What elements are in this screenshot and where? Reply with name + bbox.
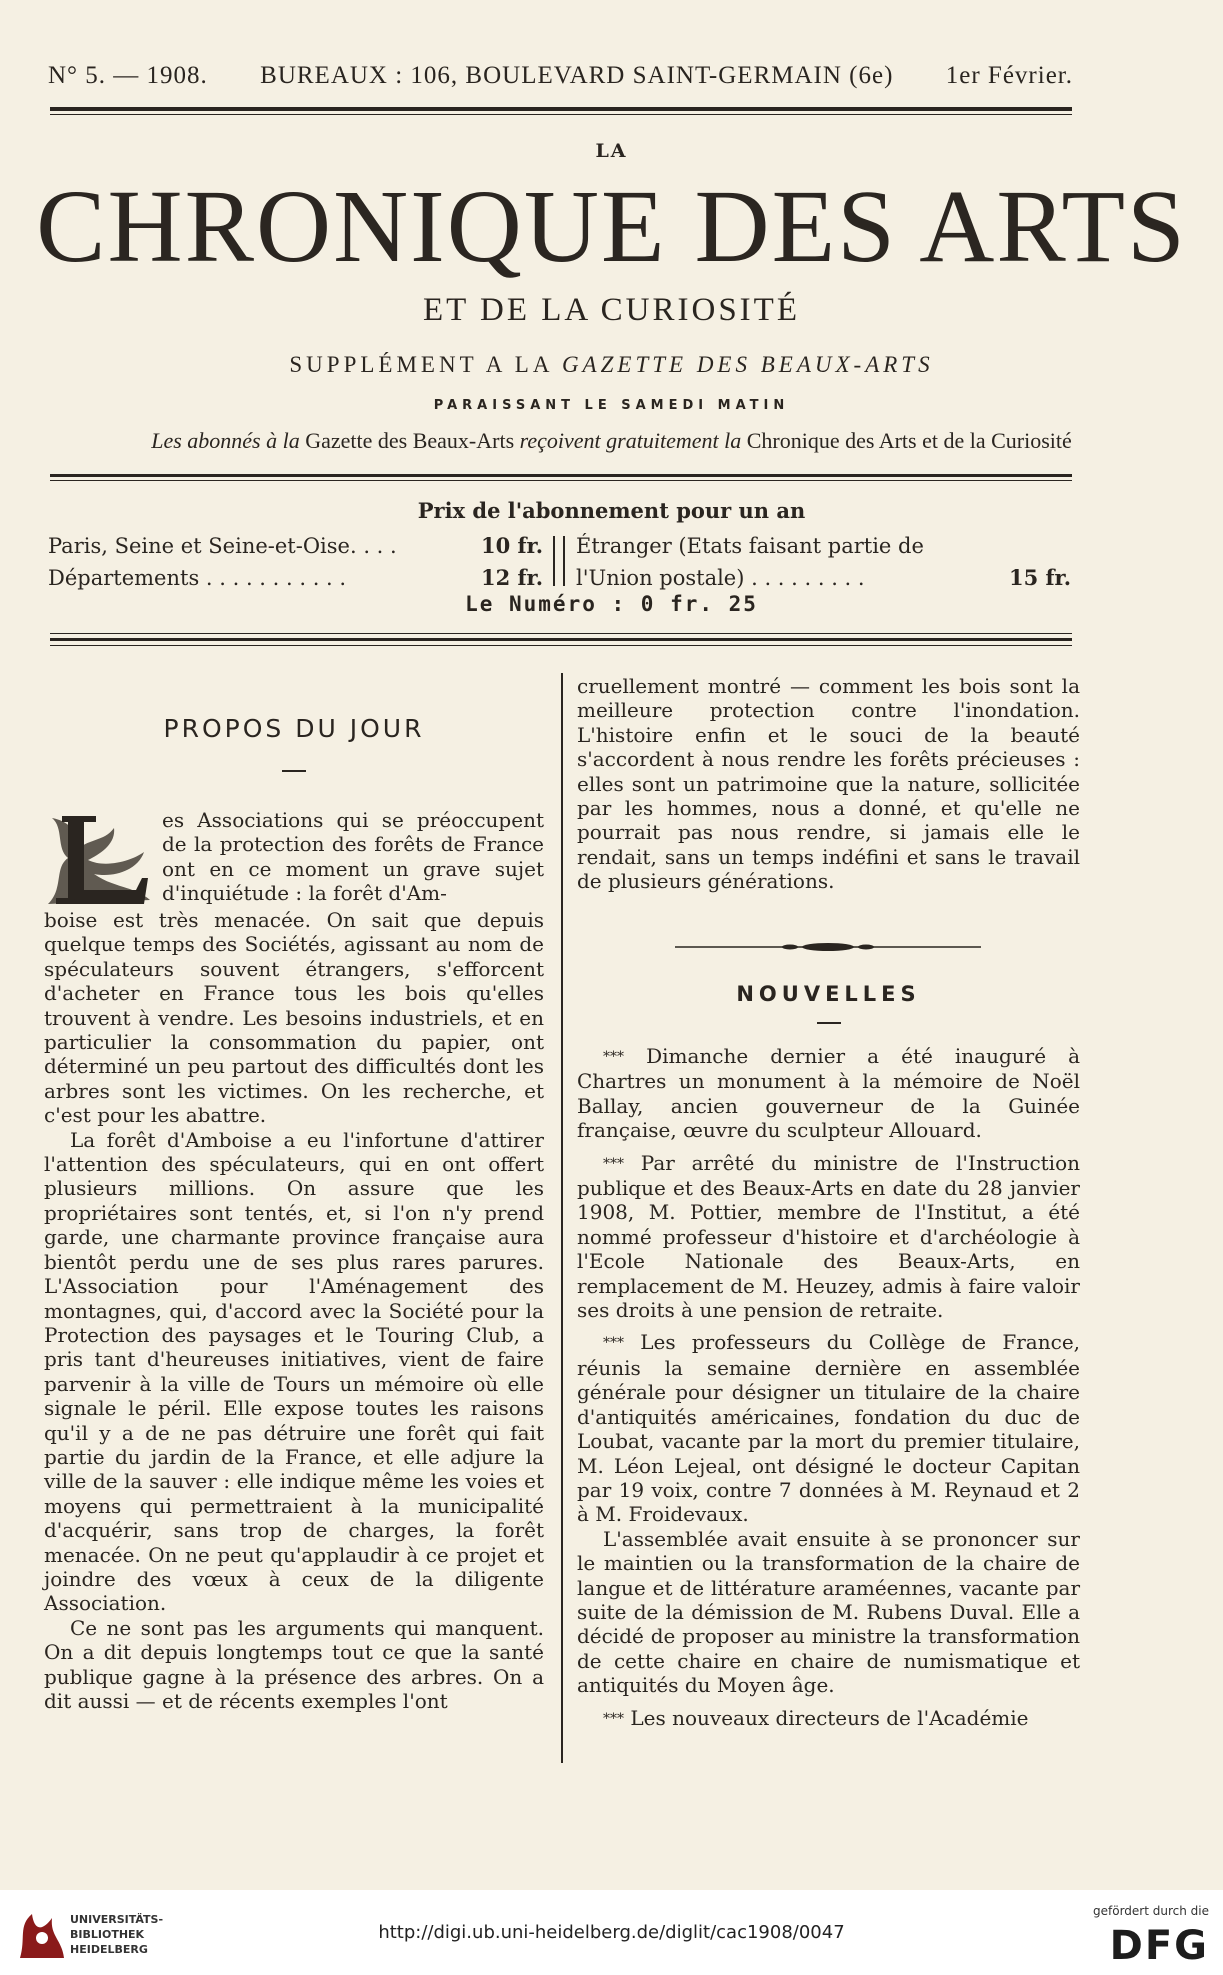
subscription-rule-top-thin xyxy=(50,480,1072,481)
nouvelle-3b: L'assemblée avait ensuite à se prononcer sur le maintien ou la transformation de la chaire de langue et de littérature araméennes, vacante par suite de la démission de M. Rubens Duval. Elle a décidé de proposer au ministre la transformation de cette chaire en chaire de numismatique et antiquités du Moyen âge. xyxy=(577,1526,1080,1698)
nouvelle-4 xyxy=(577,1706,1080,1731)
propos-intro: es Associations qui se préoccupent de la protection des forêts de France ont en ce moment un grave sujet d'inquiétude : la forêt d'Am- xyxy=(162,808,544,906)
propos-p2: La forêt d'Amboise a eu l'infortune d'attirer l'attention des spéculateurs, qui en ont offert plusieurs millions. On assure que les propriétaires sont tentés, et, si l'on n'y prend garde, une charmante province française aura bientôt perdu une de ses plus rares parures. L'Association pour l'Aménagement des montagnes, qui, d'accord avec la Société pour la Protection des paysages et le Touring Club, a pris tant d'heureuses initiatives, vient de faire parvenir à la ville de Tours un mémoire où elle signale le péril. Elle expose toutes les raisons qu'il y a de ne pas détruire une forêt qui fait partie du jardin de la France, et elle adjure la ville de la sauver : elle indique même les voies et moyens qui permettraient à la municipalité d'acquérir, sans trop de charges, la forêt menacée. On ne peut qu'applaudir à ce projet et joindre des vœux à ceux de la diligente Association. xyxy=(44,1127,544,1616)
stars-2: *** xyxy=(603,1155,624,1172)
paris-label: Paris, Seine et Seine-et-Oise. . . . xyxy=(48,534,397,558)
stars-4: *** xyxy=(603,1710,624,1727)
nouvelle-4-text: Les nouveaux directeurs de l'Académie xyxy=(630,1705,1029,1730)
header-line xyxy=(48,62,1073,90)
propos-continuation: cruellement montré — comment les bois sont la meilleure protection contre l'inondation. L'histoire enfin et le souci de la beauté s'accordent à nous rendre les forêts précieuses : elles sont un patrimoine que la nature, sollicitée par les hommes, nous a donné, et qu'elle ne pourrait pas nous rendre, si jamais elle le rendait, sans un temps indéfini et sans le travail de plusieurs générations. xyxy=(577,674,1080,894)
abonnes-part-1: Les abonnés à la xyxy=(151,428,300,453)
source-url[interactable]: http://digi.ub.uni-heidelberg.de/diglit/cac1908/0047 xyxy=(378,1922,845,1943)
price-right xyxy=(576,530,1071,594)
nouvelle-2 xyxy=(577,1151,1080,1323)
issue-number: N° 5. — 1908. xyxy=(48,62,208,89)
nouvelle-3 xyxy=(577,1330,1080,1526)
masthead-title: CHRONIQUE DES ARTS xyxy=(36,169,1187,284)
masthead-supplement xyxy=(0,352,1223,378)
body-rule-2 xyxy=(50,638,1072,641)
numero-price: Le Numéro : 0 fr. 25 xyxy=(465,592,758,616)
dfg-logo: DFG xyxy=(1109,1923,1209,1969)
propos-title: PROPOS DU JOUR xyxy=(163,714,425,743)
supplement-gazette: GAZETTE DES BEAUX-ARTS xyxy=(561,352,934,377)
propos-p3: Ce ne sont pas les arguments qui manquent. On a dit depuis longtemps tout ce que la santé publique gagne à la présence des arbres. On a dit aussi — et de récents exemples l'ont xyxy=(44,1615,544,1713)
dropcap-text xyxy=(162,808,544,906)
departements-label: Départements . . . . . . . . . . . xyxy=(48,566,347,590)
body-rule-3 xyxy=(50,645,1072,646)
header-rule-thin xyxy=(50,114,1072,115)
masthead-la: LA xyxy=(595,140,628,162)
price-row-union xyxy=(576,562,1071,594)
abonnes-part-2: Gazette des Beaux-Arts xyxy=(299,428,520,453)
abonnes-part-3: reçoivent gratuitement la xyxy=(519,428,742,453)
body-rule-1 xyxy=(50,633,1072,634)
nouvelle-2-text: Par arrêté du ministre de l'Instruction publique et des Beaux-Arts en date du 28 janvier 1908, M. Pottier, membre de l'Institut, a été nommé professeur d'histoire et d'archéologie à l'Ecole Nationale des Beaux-Arts, en remplacement de M. Heuzey, admis à faire valoir ses droits à une pension de retraite. xyxy=(577,1150,1081,1323)
price-row-departements xyxy=(48,562,543,594)
title-dash xyxy=(282,770,306,772)
dropcap-letter: L xyxy=(74,900,75,901)
dropcap-ornament xyxy=(44,808,156,908)
nouvelles-title: NOUVELLES xyxy=(736,982,921,1006)
propos-p1-rest: boise est très menacée. On sait que depuis quelque temps des Sociétés, agissant au nom de spéculateurs souvent étrangers, s'efforcent d'acheter en France tous les bois qu'elles trouvent à vendre. Les besoins industriels, et en particulier la consommation du papier, ont déterminé un peu partout des difficultés dont les arbres sont les victimes. On les recherche, et c'est pour les abattre. xyxy=(44,908,544,1128)
section-ornament xyxy=(675,940,981,954)
issue-date: 1er Février. xyxy=(945,62,1073,89)
propos-column-left xyxy=(44,908,544,1713)
subscription-title: Prix de l'abonnement pour un an xyxy=(417,498,806,523)
subscription-rule-top xyxy=(50,474,1072,477)
nouvelle-1 xyxy=(577,1044,1080,1143)
abonnes-line xyxy=(0,428,1223,454)
supplement-prefix: SUPPLÉMENT A LA xyxy=(289,352,562,377)
library-line-1: UNIVERSITÄTS- xyxy=(70,1913,164,1926)
stars-3: *** xyxy=(603,1335,624,1352)
stars-1: *** xyxy=(603,1049,624,1065)
header-rule xyxy=(50,107,1072,111)
abonnes-part-4: Chronique des Arts et de la Curiosité xyxy=(741,428,1072,453)
etranger-price: 15 fr. xyxy=(1008,565,1071,590)
propos-column-right xyxy=(577,674,1080,894)
library-line-3: HEIDELBERG xyxy=(70,1943,148,1956)
departements-price: 12 fr. xyxy=(480,565,543,590)
nouvelle-1-text: Dimanche dernier a été inauguré à Chartres un monument à la mémoire de Noël Ballay, ancien gouverneur de la Guinée française, œuvre du sculpteur Allouard. xyxy=(577,1044,1081,1143)
nouvelles-dash xyxy=(817,1022,841,1024)
column-divider xyxy=(561,673,563,1763)
price-divider xyxy=(553,536,565,586)
masthead-subtitle: ET DE LA CURIOSITÉ xyxy=(423,292,800,328)
paraissant-line: PARAISSANT LE SAMEDI MATIN xyxy=(433,398,790,413)
bureaux-address: BUREAUX : 106, BOULEVARD SAINT-GERMAIN (6e) xyxy=(260,62,894,89)
funding-note: gefördert durch die xyxy=(1093,1904,1209,1918)
price-row-paris xyxy=(48,530,543,562)
price-row-etranger xyxy=(576,530,1071,562)
etranger-label-2: l'Union postale) . . . . . . . . . xyxy=(576,566,865,590)
price-left xyxy=(48,530,543,594)
library-line-2: BIBLIOTHEK xyxy=(70,1928,145,1941)
digital-library-footer xyxy=(0,1890,1223,1975)
etranger-label-1: Étranger (Etats faisant partie de xyxy=(576,534,924,558)
nouvelle-3-text: Les professeurs du Collège de France, réunis la semaine dernière en assemblée générale pour désigner un titulaire de la chaire d'antiquités américaines, fondation du duc de Loubat, vacante par la mort du premier titulaire, M. Léon Lejeal, ont désigné le docteur Capitan par 19 voix, contre 7 données à M. Reynaud et 2 à M. Froidevaux. xyxy=(577,1330,1081,1527)
paris-price: 10 fr. xyxy=(480,533,543,558)
nouvelles-column xyxy=(577,1044,1080,1731)
